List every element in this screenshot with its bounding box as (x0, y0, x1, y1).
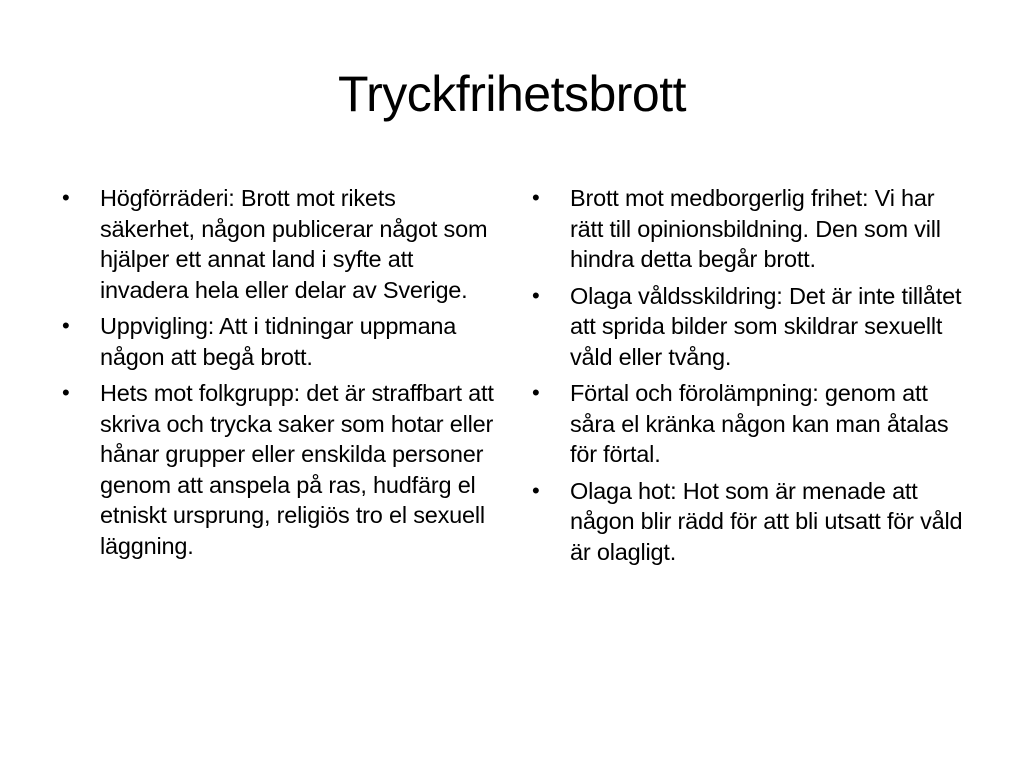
bullet-item-hogforraderi (58, 183, 494, 305)
bullet-icon: • (532, 185, 540, 210)
bullet-icon: • (62, 185, 70, 210)
bullet-item-hets-mot-folkgrupp (58, 378, 494, 561)
bullet-text: Brott mot medborgerlig frihet: Vi har rätt till opinionsbildning. Den som vill hindra detta begår brott. (570, 185, 941, 272)
bullet-text: Förtal och förolämpning: genom att såra el kränka någon kan man åtalas för förtal. (570, 380, 949, 467)
bullet-item-olaga-valdsskildring (528, 281, 968, 373)
bullet-icon: • (62, 380, 70, 405)
bullet-icon: • (532, 380, 540, 405)
bullet-text: Uppvigling: Att i tidningar uppmana någon att begå brott. (100, 313, 457, 370)
bullet-item-fortal (528, 378, 968, 470)
bullet-item-medborgerlig-frihet (528, 183, 968, 275)
bullet-item-olaga-hot (528, 476, 968, 568)
bullet-text: Hets mot folkgrupp: det är straffbart att skriva och trycka saker som hotar eller hånar grupper eller enskilda personer genom att anspela på ras, hudfärg el etniskt ursprung, religiös tro el sexuell läggning. (100, 380, 494, 559)
bullet-item-uppvigling (58, 311, 494, 372)
bullet-icon: • (62, 313, 70, 338)
slide-title: Tryckfrihetsbrott (337, 66, 687, 122)
bullet-text: Olaga våldsskildring: Det är inte tillåtet att sprida bilder som skildrar sexuellt våld eller tvång. (570, 282, 962, 370)
bullet-icon: • (532, 282, 540, 308)
bullet-icon: • (532, 477, 540, 503)
bullet-text: Högförräderi: Brott mot rikets säkerhet, någon publicerar något som hjälper ett annat land i syfte att invadera hela eller delar av Sverige. (100, 185, 488, 303)
left-bullet-list (58, 183, 494, 567)
bullet-text: Olaga hot: Hot som är menade att någon blir rädd för att bli utsatt för våld är olagligt. (570, 477, 963, 565)
right-bullet-list (528, 183, 968, 573)
